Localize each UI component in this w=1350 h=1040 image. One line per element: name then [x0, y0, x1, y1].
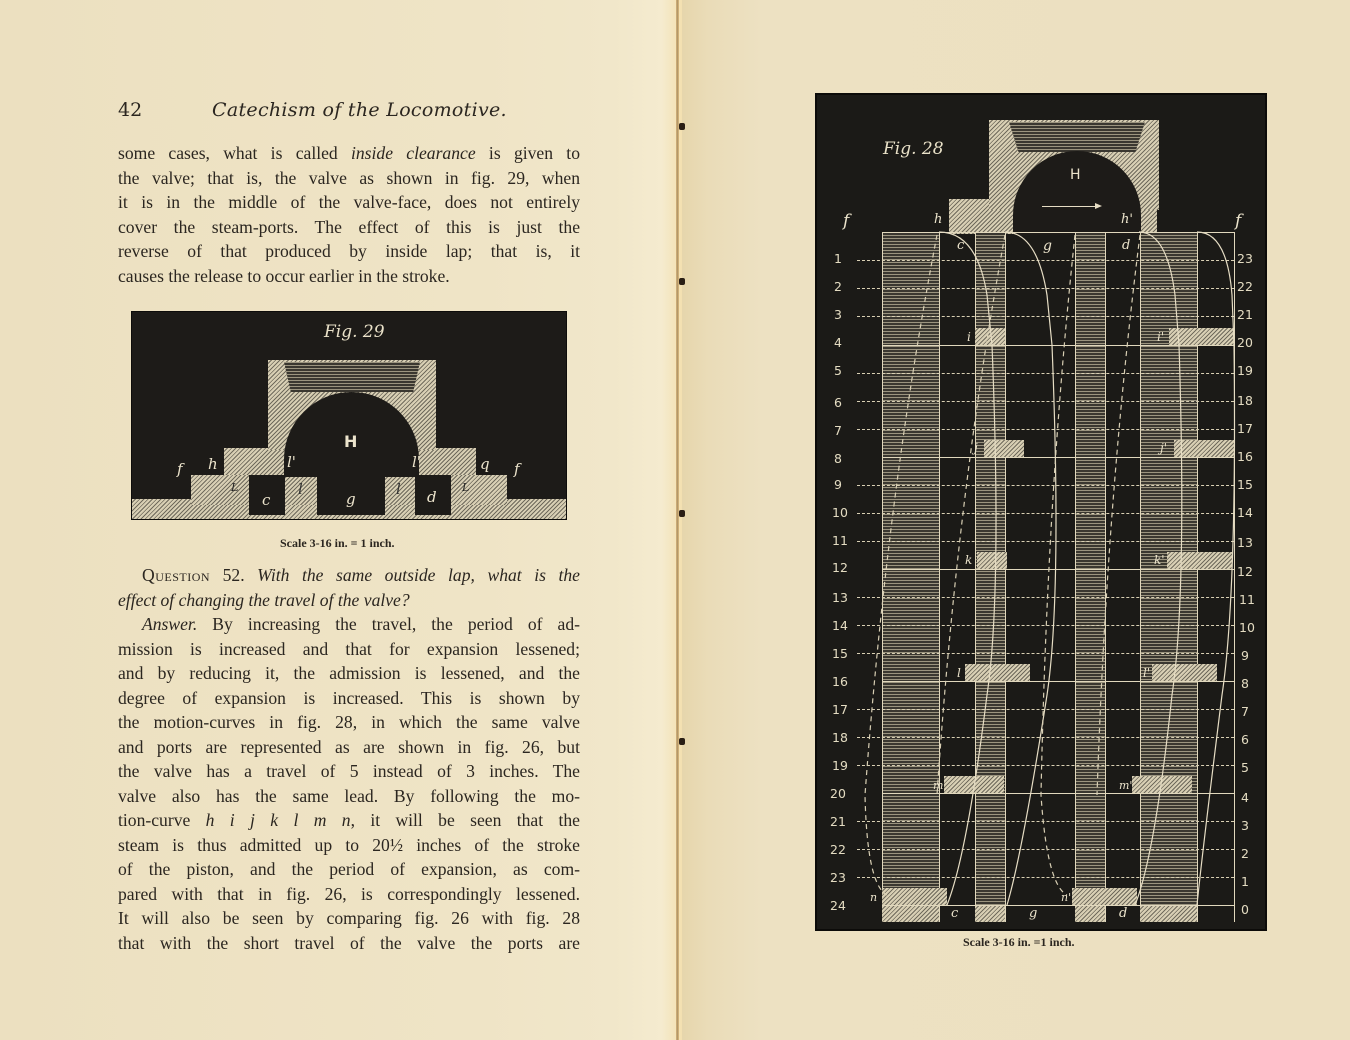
scale-left: 23	[830, 870, 846, 885]
label-l-prime: l'	[1143, 666, 1151, 680]
scale-right: 20	[1237, 335, 1253, 350]
scale-right: 5	[1241, 760, 1249, 775]
answer-line: the motion-curves in fig. 28, in which the same valve	[118, 712, 580, 732]
binding-stitch	[679, 510, 685, 517]
scale-right: 6	[1241, 732, 1249, 747]
scale-right: 2	[1241, 846, 1249, 861]
label-g: g	[346, 490, 356, 508]
label-m: m	[933, 779, 944, 792]
scale-right: 0	[1241, 902, 1249, 917]
binding-stitch	[679, 738, 685, 745]
text-line: cover the steam-ports. The effect of this is just the	[118, 216, 580, 237]
label-l: l	[957, 666, 961, 680]
label-H: H	[344, 432, 358, 451]
scale-right: 19	[1237, 363, 1253, 378]
scale-right: 8	[1241, 676, 1249, 691]
running-head: Catechism of the Locomotive.	[212, 99, 507, 121]
scale-left: 3	[834, 307, 842, 322]
figure-29	[131, 311, 567, 520]
scale-left: 24	[830, 898, 846, 913]
label-d: d	[427, 488, 437, 506]
scale-left: 19	[832, 758, 848, 773]
figure-28	[815, 93, 1267, 931]
scale-left: 11	[832, 533, 848, 548]
label-f-right: f	[1235, 211, 1242, 231]
scale-left: 10	[832, 505, 848, 520]
scale-right: 21	[1237, 307, 1253, 322]
answer-line: tion-curve h i j k l m n, it will be seen that the	[118, 810, 580, 830]
answer-line: and by reducing it, the admission is lessened, and the	[118, 663, 580, 683]
scale-left: 9	[834, 477, 842, 492]
question-label: Question	[142, 565, 211, 585]
scale-left: 18	[832, 730, 848, 745]
scale-left: 21	[830, 814, 846, 829]
scale-left: 8	[834, 451, 842, 466]
scale-left: 14	[832, 618, 848, 633]
book-gutter	[676, 0, 679, 1040]
label-n: n	[870, 891, 878, 904]
text-line: some cases, what is called inside clearance is given to	[118, 143, 580, 163]
answer-line: Answer. By increasing the travel, the period of ad-	[142, 614, 581, 634]
scale-right: 13	[1237, 535, 1253, 550]
scale-left: 4	[834, 335, 842, 350]
motion-curve-letters: h i j k l m n	[205, 810, 351, 830]
question-line: Question 52. With the same outside lap, what is the	[142, 565, 580, 585]
page-number: 42	[118, 99, 143, 121]
label-h: h	[208, 455, 218, 473]
label-c: c	[262, 491, 271, 509]
scale-right: 1	[1241, 874, 1249, 889]
label-m-prime: m'	[1119, 779, 1133, 792]
scale-right: 4	[1241, 790, 1249, 805]
label-q: q	[480, 455, 490, 473]
label-l-prime-left: l'	[287, 453, 296, 471]
scale-left: 1	[834, 251, 842, 266]
text-line: it is in the middle of the valve-face, does not entirely	[118, 192, 580, 212]
text-line: reverse of that produced by inside lap; that is, it	[118, 241, 580, 261]
text-line: causes the release to occur earlier in the stroke.	[118, 265, 450, 286]
figure-29-caption: Scale 3-16 in. = 1 inch.	[280, 536, 395, 550]
label-i-prime: i'	[1157, 330, 1165, 344]
question-answer	[118, 563, 580, 955]
scale-left: 20	[830, 786, 846, 801]
answer-line: that with the short travel of the valve the ports are	[118, 932, 580, 953]
binding-stitch	[679, 278, 685, 285]
scale-right: 22	[1237, 279, 1253, 294]
label-i: i	[967, 330, 971, 344]
label-l-right: l	[396, 480, 401, 498]
label-h: h	[934, 212, 943, 227]
label-h-prime: h'	[1121, 212, 1133, 227]
answer-line: mission is increased and that for expansion lessened;	[118, 638, 580, 659]
label-g-top: g	[1043, 238, 1052, 254]
motion-curves	[817, 95, 1265, 929]
scale-left: 7	[834, 423, 842, 438]
answer-line: steam is thus admitted up to 20½ inches of the stroke	[118, 834, 580, 855]
answer-line: the valve has a travel of 5 instead of 3 inches. The	[118, 761, 580, 781]
scale-right: 3	[1241, 818, 1249, 833]
scale-right: 11	[1239, 592, 1255, 607]
figure-title: Fig. 28	[883, 139, 944, 159]
label-k-prime: k'	[1154, 553, 1165, 567]
label-j-prime: j'	[1160, 441, 1168, 455]
scale-left: 17	[832, 702, 848, 717]
scale-left: 5	[834, 363, 842, 378]
label-H: H	[1070, 167, 1081, 183]
question-number: 52.	[222, 565, 245, 585]
figure-28-caption: Scale 3-16 in. =1 inch.	[963, 935, 1075, 949]
label-f-right: f	[514, 460, 520, 478]
answer-line: degree of expansion is increased. This is shown by	[118, 687, 580, 708]
label-d-top: d	[1122, 238, 1131, 253]
answer-line: It will also be seen by comparing fig. 26 with fig. 28	[118, 908, 580, 928]
scale-left: 13	[832, 590, 848, 605]
scale-right: 14	[1237, 505, 1253, 520]
intro-paragraph	[118, 141, 580, 288]
scale-left: 12	[832, 560, 848, 575]
answer-line: valve also has the same lead. By following the mo-	[118, 785, 580, 806]
scale-right: 15	[1237, 477, 1253, 492]
scale-left: 6	[834, 395, 842, 410]
scale-right: 7	[1241, 704, 1249, 719]
italic-term: inside clearance	[350, 143, 476, 163]
label-L-right: L	[462, 481, 470, 494]
text-line: the valve; that is, the valve as shown in fig. 29, when	[118, 167, 580, 188]
answer-line: and ports are represented as are shown in fig. 26, but	[118, 736, 580, 757]
scale-right: 12	[1237, 564, 1253, 579]
label-c-bottom: c	[951, 906, 959, 921]
question-line: effect of changing the travel of the valve?	[118, 589, 410, 610]
scale-left: 2	[834, 279, 842, 294]
valve-top-recess	[284, 362, 420, 392]
label-f-left: f	[843, 211, 850, 231]
label-l-prime-right: l'	[412, 453, 421, 471]
scale-left: 16	[832, 674, 848, 689]
answer-line: of the piston, and the period of expansion, as com-	[118, 859, 580, 879]
scale-right: 23	[1237, 251, 1253, 266]
label-l-left: l	[298, 480, 303, 498]
scale-left: 15	[832, 646, 848, 661]
scale-right: 10	[1239, 620, 1255, 635]
label-d-bottom: d	[1119, 906, 1128, 921]
scale-left: 22	[830, 842, 846, 857]
label-f-left: f	[177, 460, 183, 478]
answer-label: Answer.	[142, 614, 198, 634]
scale-right: 9	[1241, 648, 1249, 663]
scale-right: 17	[1237, 421, 1253, 436]
label-n-prime: n'	[1061, 891, 1072, 904]
scale-right: 18	[1237, 393, 1253, 408]
label-g-bottom: g	[1029, 906, 1038, 921]
figure-title: Fig. 29	[324, 322, 385, 342]
label-j: j	[974, 441, 978, 455]
answer-line: pared with that in fig. 26, is correspondingly lessened.	[118, 883, 580, 904]
label-k: k	[965, 553, 973, 567]
label-c-top: c	[957, 238, 965, 253]
scale-right: 16	[1237, 449, 1253, 464]
binding-stitch	[679, 123, 685, 130]
label-L-left: L	[231, 481, 239, 494]
